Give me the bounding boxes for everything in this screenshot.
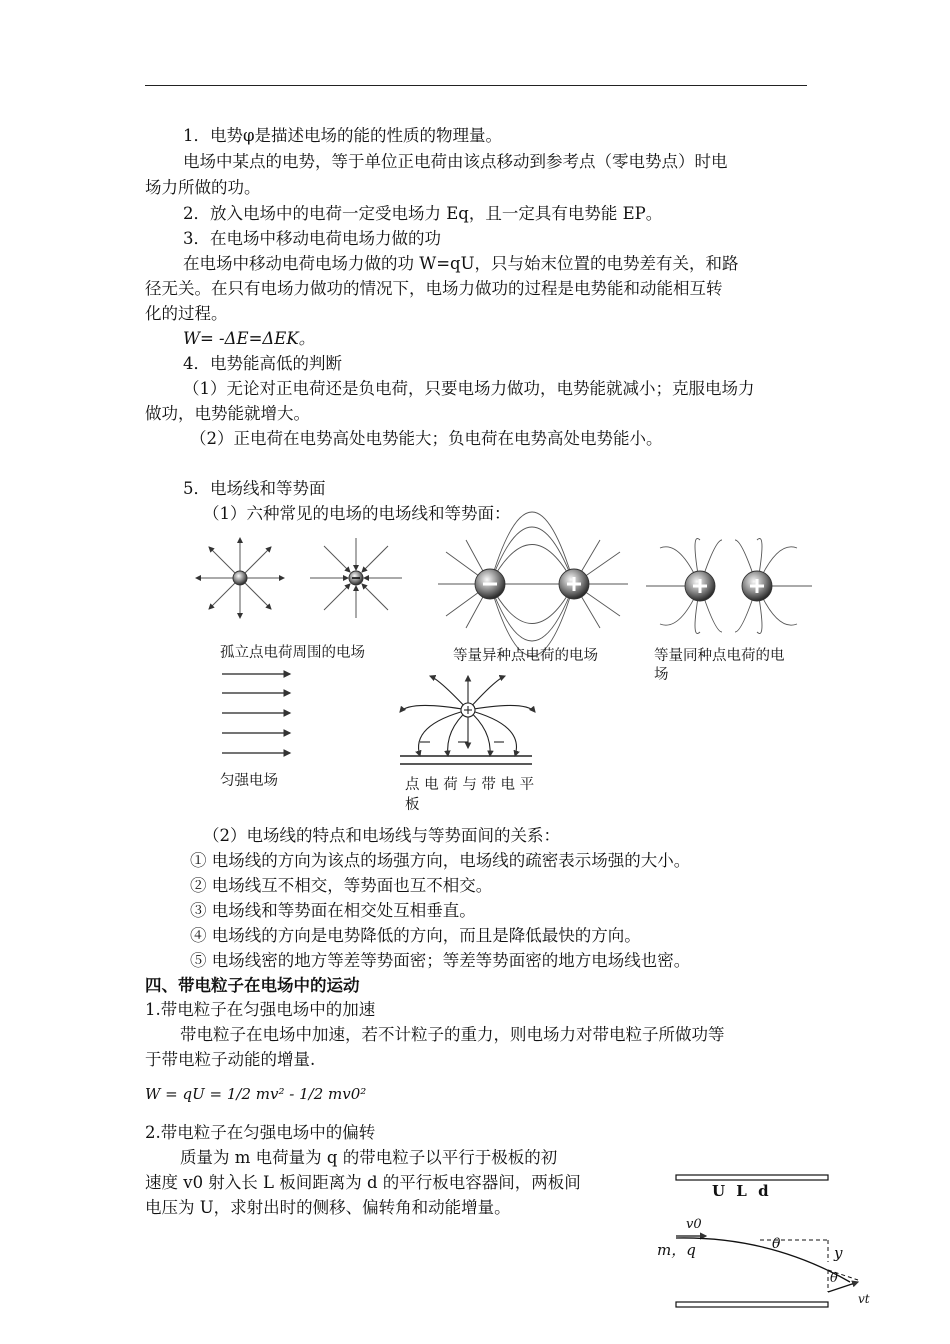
list-item: ④ 电场线的方向是电势降低的方向，而且是降低最快的方向。 <box>190 926 641 945</box>
list-item: ② 电场线互不相交，等势面也互不相交。 <box>190 876 493 895</box>
caption-like-charges-line1: 等量同种点电荷的电 <box>654 648 785 664</box>
item-2-heading: 2．放入电场中的电荷一定受电场力 Eq，且一定具有电势能 EP。 <box>183 204 663 223</box>
item-1-heading: 1．电势φ是描述电场的能的性质的物理量。 <box>183 126 503 145</box>
label-theta-1: θ <box>772 1236 781 1252</box>
paragraph-line: 化的过程。 <box>145 304 228 323</box>
label-theta-2: θ <box>830 1271 838 1286</box>
trajectory <box>676 1238 850 1282</box>
subheading: （2）电场线的特点和电场线与等势面间的关系： <box>203 826 560 845</box>
paragraph-line: 速度 v0 射入长 L 板间距离为 d 的平行板电容器间，两板间 <box>145 1173 581 1192</box>
paragraph-line: 于带电粒子动能的增量. <box>145 1050 316 1069</box>
subheading: （1）六种常见的电场的电场线和等势面： <box>203 504 511 523</box>
item-3-heading: 3．在电场中移动电荷电场力做的功 <box>183 229 441 248</box>
energy-formula: W = qU = 1/2 mv² - 1/2 mv0² <box>145 1085 367 1103</box>
paragraph-line: 场力所做的功。 <box>145 178 261 197</box>
list-item: ① 电场线的方向为该点的场强方向，电场线的疏密表示场强的大小。 <box>190 851 691 870</box>
list-item: ③ 电场线和等势面在相交处互相垂直。 <box>190 901 476 920</box>
caption-like-charges-line2: 场 <box>654 667 669 683</box>
subsection-heading: 2.带电粒子在匀强电场中的偏转 <box>145 1123 376 1142</box>
section-heading: 四、带电粒子在电场中的运动 <box>145 976 360 995</box>
paragraph-line: 电压为 U，求射出时的侧移、偏转角和动能增量。 <box>145 1198 511 1217</box>
deflection-label-ULd: U L d <box>712 1182 772 1200</box>
label-y: y <box>834 1244 843 1262</box>
paragraph-line: 电场中某点的电势，等于单位正电荷由该点移动到参考点（零电势点）时电 <box>183 152 728 171</box>
label-v0: v0 <box>686 1217 702 1232</box>
item-5-heading: 5．电场线和等势面 <box>183 479 326 498</box>
list-item: ⑤ 电场线密的地方等差等势面密；等差等势面密的地方电场线也密。 <box>190 951 691 970</box>
subsection-heading: 1.带电粒子在匀强电场中的加速 <box>145 1000 376 1019</box>
paragraph-line: 径无关。在只有电场力做功的情况下，电场力做功的过程是电势能和动能相互转 <box>145 279 723 298</box>
caption-point-plate-line1: 点 电 荷 与 带 电 平 <box>405 777 535 793</box>
work-energy-equation: W= -ΔE=ΔEK。 <box>183 329 316 348</box>
caption-unlike-charges: 等量异种点电荷的电场 <box>453 648 598 664</box>
paragraph-line: 在电场中移动电荷电场力做的功 W=qU，只与始末位置的电势差有关，和路 <box>183 254 739 273</box>
label-vt: vt <box>858 1292 870 1306</box>
caption-isolated-charge: 孤立点电荷周围的电场 <box>220 645 365 661</box>
caption-point-plate-line2: 板 <box>405 797 420 813</box>
paragraph-line: 质量为 m 电荷量为 q 的带电粒子以平行于极板的初 <box>180 1148 558 1167</box>
paragraph-line: 带电粒子在电场中加速，若不计粒子的重力，则电场力对带电粒子所做功等 <box>180 1025 725 1044</box>
paragraph-line: （1）无论对正电荷还是负电荷，只要电场力做功，电势能就减小；克服电场力 <box>183 379 755 398</box>
paragraph-line: 做功，电势能就增大。 <box>145 404 310 423</box>
paragraph-line: （2）正电荷在电势高处电势能大；负电荷在电势高处电势能小。 <box>190 429 663 448</box>
item-4-heading: 4．电势能高低的判断 <box>183 354 342 373</box>
caption-uniform-field: 匀强电场 <box>220 773 278 789</box>
label-mass-charge: m，q <box>657 1241 696 1259</box>
lower-plate <box>676 1302 828 1307</box>
